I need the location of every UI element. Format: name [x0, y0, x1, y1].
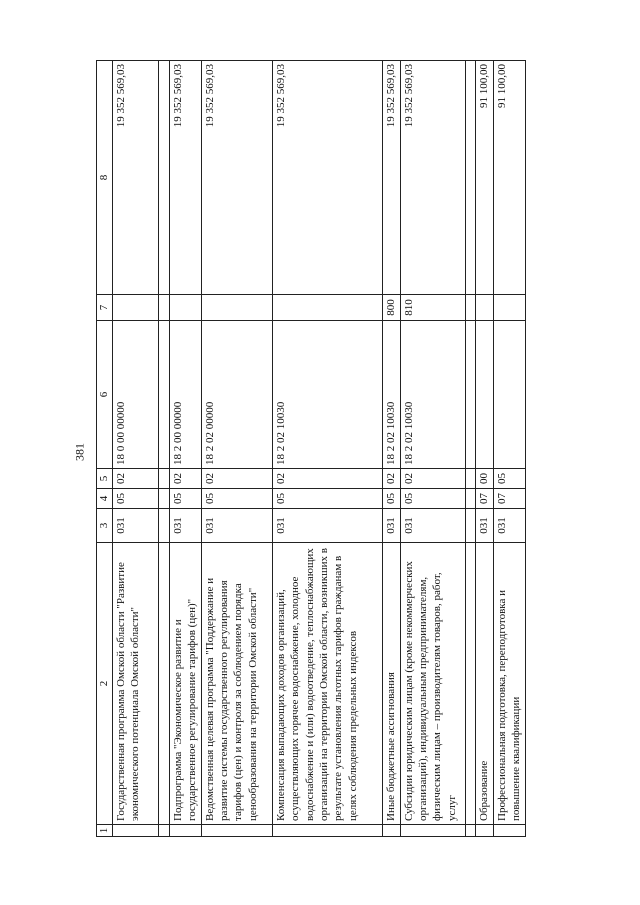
table-row [476, 61, 494, 837]
cell-c3: 031 [400, 509, 465, 543]
cell-c4: 05 [273, 489, 383, 509]
cell-amount: 19 352 569,03 [201, 61, 272, 295]
cell-c5: 05 [493, 469, 525, 489]
header-cell: 1 [97, 825, 113, 837]
table-row [493, 61, 525, 837]
cell-amount: 91 100,00 [493, 61, 525, 295]
cell-amount: 19 352 569,03 [400, 61, 465, 295]
cell-c7: 810 [400, 295, 465, 321]
rotated-table-container [96, 61, 526, 837]
row-name: Иные бюджетные ассигнования [383, 543, 401, 825]
table-row [201, 61, 272, 837]
cell-c3: 031 [383, 509, 401, 543]
header-cell: 3 [97, 509, 113, 543]
cell-c5: 02 [169, 469, 201, 489]
table-header-row [97, 61, 113, 837]
table-row [383, 61, 401, 837]
separator-row [465, 61, 475, 837]
separator-row [159, 61, 169, 837]
cell-c7 [476, 295, 494, 321]
cell-c7 [273, 295, 383, 321]
cell-c3: 031 [169, 509, 201, 543]
cell-c7 [201, 295, 272, 321]
cell-c3: 031 [476, 509, 494, 543]
cell-amount: 91 100,00 [476, 61, 494, 295]
row-name: Субсидии юридическим лицам (кроме некоммерческих организаций), индивидуальным предпринимателям, физическим лицам – производителям товаров, работ, услуг [400, 543, 465, 825]
cell-c4: 07 [476, 489, 494, 509]
cell-c6: 18 2 02 10030 [273, 321, 383, 469]
row-name: Профессиональная подготовка, переподготовка и повышение квалификации [493, 543, 525, 825]
cell-c4: 05 [383, 489, 401, 509]
header-cell: 7 [97, 295, 113, 321]
cell-c5: 02 [201, 469, 272, 489]
row-name: Образование [476, 543, 494, 825]
cell-amount: 19 352 569,03 [273, 61, 383, 295]
page-number: 381 [72, 443, 87, 461]
cell-c6: 18 0 00 00000 [112, 321, 159, 469]
table-row [400, 61, 465, 837]
cell-c5: 00 [476, 469, 494, 489]
cell-c3: 031 [201, 509, 272, 543]
cell-c4: 05 [112, 489, 159, 509]
row-name: Ведомственная целевая программа "Поддержание и развитие системы государственного регулирования тарифов (цен) и контроля за соблюдением порядка ценообразования на территории Омской области" [201, 543, 272, 825]
header-cell: 5 [97, 469, 113, 489]
cell-c7 [493, 295, 525, 321]
row-name: Государственная программа Омской области "Развитие экономического потенциала Омской области" [112, 543, 159, 825]
header-cell: 2 [97, 543, 113, 825]
cell-c5: 02 [400, 469, 465, 489]
row-name: Подпрограмма "Экономическое развитие и государственное регулирование тарифов (цен)" [169, 543, 201, 825]
cell-c6: 18 2 02 00000 [201, 321, 272, 469]
table-row [112, 61, 159, 837]
cell-amount: 19 352 569,03 [112, 61, 159, 295]
row-name: Компенсация выпадающих доходов организаций, осуществляющих горячее водоснабжение, холодное водоснабжение и (или) водоотведение, теплоснабжающих организаций на территории Омской области, возникших в результате установления льготных тарифов гражданам в целях соблюдения предельных индексов [273, 543, 383, 825]
table-row [273, 61, 383, 837]
cell-c7 [169, 295, 201, 321]
cell-c5: 02 [112, 469, 159, 489]
cell-c5: 02 [383, 469, 401, 489]
header-cell: 8 [97, 61, 113, 295]
cell-c6 [493, 321, 525, 469]
cell-c7 [112, 295, 159, 321]
cell-c4: 05 [201, 489, 272, 509]
cell-amount: 19 352 569,03 [383, 61, 401, 295]
cell-c7: 800 [383, 295, 401, 321]
budget-table [96, 60, 526, 837]
cell-c3: 031 [273, 509, 383, 543]
cell-c3: 031 [493, 509, 525, 543]
cell-c6: 18 2 02 10030 [383, 321, 401, 469]
header-cell: 6 [97, 321, 113, 469]
cell-c6: 18 2 02 10030 [400, 321, 465, 469]
cell-c4: 05 [400, 489, 465, 509]
cell-c4: 07 [493, 489, 525, 509]
cell-c4: 05 [169, 489, 201, 509]
cell-c3: 031 [112, 509, 159, 543]
header-cell: 4 [97, 489, 113, 509]
cell-c6: 18 2 00 00000 [169, 321, 201, 469]
cell-c5: 02 [273, 469, 383, 489]
table-row [169, 61, 201, 837]
cell-c6 [476, 321, 494, 469]
cell-amount: 19 352 569,03 [169, 61, 201, 295]
